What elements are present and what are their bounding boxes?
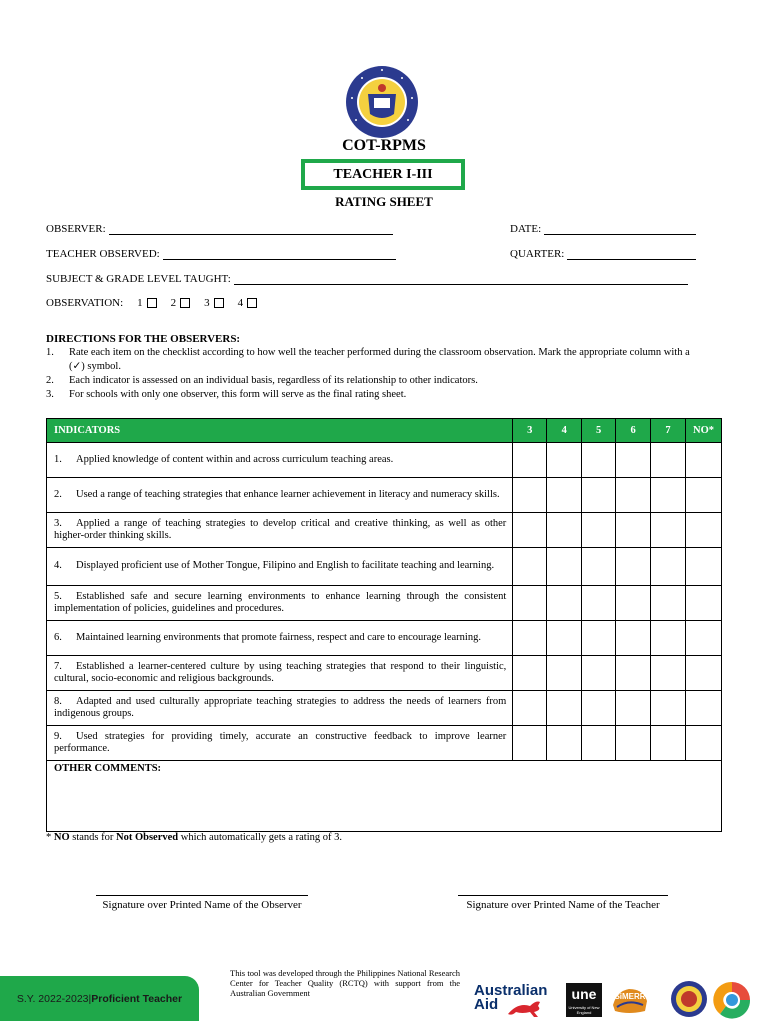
teacher-signature[interactable] (458, 895, 668, 911)
observation-option-1[interactable]: 1 (137, 297, 157, 309)
rating-cell[interactable] (513, 548, 547, 586)
rating-cell[interactable] (685, 656, 721, 691)
column-header-6: 6 (616, 419, 651, 443)
table-row (47, 513, 722, 548)
directions-section (46, 332, 706, 402)
rating-cell[interactable] (547, 548, 582, 586)
rating-cell[interactable] (616, 548, 651, 586)
rating-cell[interactable] (651, 443, 686, 478)
observer-signature[interactable] (96, 895, 308, 911)
teacher-signature-label: Signature over Printed Name of the Teacher (466, 899, 660, 911)
rating-cell[interactable] (582, 691, 616, 726)
checkbox-3[interactable] (214, 298, 224, 308)
column-header-5: 5 (582, 419, 616, 443)
observer-field[interactable] (46, 223, 393, 235)
table-row (47, 443, 722, 478)
rating-cell[interactable] (616, 621, 651, 656)
rating-cell[interactable] (547, 726, 582, 761)
observation-option-4[interactable]: 4 (238, 297, 258, 309)
other-comments-label: OTHER COMMENTS: (54, 763, 162, 774)
proficiency-level: Proficient Teacher (91, 992, 183, 1005)
table-row (47, 656, 722, 691)
subject-field[interactable] (46, 273, 688, 285)
tool-development-note: This tool was developed through the Philippines National Research Center for Teacher Quality (RCTQ) with support from the Australian Government (230, 968, 460, 998)
rating-cell[interactable] (582, 621, 616, 656)
form-subtitle: RATING SHEET (335, 194, 433, 209)
rating-cell[interactable] (616, 443, 651, 478)
simerr-logo (609, 983, 651, 1017)
school-year: S.Y. 2022-2023 (16, 992, 89, 1005)
observer-label: OBSERVER: (46, 223, 106, 235)
subject-line[interactable] (234, 273, 688, 285)
indicator-text: 4. Displayed proficient use of Mother Tongue, Filipino and English to facilitate teaching and learning. (47, 548, 513, 586)
quarter-field[interactable] (510, 248, 696, 260)
other-comments-box[interactable] (47, 761, 722, 832)
rating-cell[interactable] (513, 513, 547, 548)
date-label: DATE: (510, 223, 542, 235)
form-title: COT-RPMS (342, 137, 426, 154)
rating-cell[interactable] (685, 726, 721, 761)
checkbox-4[interactable] (247, 298, 257, 308)
rating-cell[interactable] (547, 691, 582, 726)
column-header-7: 7 (651, 419, 686, 443)
quarter-line[interactable] (567, 248, 696, 260)
rating-cell[interactable] (651, 621, 686, 656)
observation-option-3[interactable]: 3 (204, 297, 224, 309)
rating-cell[interactable] (685, 621, 721, 656)
indicator-text: 5. Established safe and secure learning environments to enhance learning through the consistent implementation of policies, guidelines and procedures. (47, 586, 513, 621)
table-row (47, 691, 722, 726)
rating-cell[interactable] (547, 656, 582, 691)
directions-heading: DIRECTIONS FOR THE OBSERVERS: (46, 333, 241, 345)
kangaroo-icon (504, 998, 548, 1018)
rating-cell[interactable] (651, 513, 686, 548)
simerr-text: SiMERR (614, 992, 646, 1001)
rating-cell[interactable] (582, 513, 616, 548)
column-header-4: 4 (547, 419, 582, 443)
rating-cell[interactable] (547, 621, 582, 656)
indicator-text: 7. Established a learner-centered culture by using teaching strategies that respond to their linguistic, cultural, socio-economic and religious backgrounds. (47, 656, 513, 691)
rating-cell[interactable] (685, 586, 721, 621)
rating-cell[interactable] (651, 586, 686, 621)
signature-line (96, 895, 308, 896)
rating-cell[interactable] (513, 656, 547, 691)
observation-option-2[interactable]: 2 (171, 297, 191, 309)
indicator-text: 3. Applied a range of teaching strategies to develop critical and creative thinking, as well as other higher-order thinking skills. (47, 513, 513, 548)
australian-aid-logo: Australian Aid (474, 984, 547, 1012)
subject-label: SUBJECT & GRADE LEVEL TAUGHT: (46, 273, 231, 285)
rating-table (46, 418, 722, 832)
rating-cell[interactable] (651, 478, 686, 513)
direction-item: 2. Each indicator is assessed on an individual basis, regardless of its relationship to other indicators. (46, 375, 478, 386)
direction-item: 1. Rate each item on the checklist according to how well the teacher performed during the classroom observation. Mark the appropriate column with a (✓) symbol. (46, 347, 690, 372)
rating-cell[interactable] (582, 586, 616, 621)
checkbox-1[interactable] (147, 298, 157, 308)
table-row (47, 548, 722, 586)
indicators-header: INDICATORS (47, 419, 513, 443)
table-header-row (47, 419, 722, 443)
rating-cell[interactable] (547, 478, 582, 513)
teacher-observed-line[interactable] (163, 248, 396, 260)
comments-row (47, 761, 722, 832)
une-logo: une University of New England (566, 983, 602, 1017)
column-header-3: 3 (513, 419, 547, 443)
date-line[interactable] (544, 223, 696, 235)
rating-cell[interactable] (616, 691, 651, 726)
signature-line (458, 895, 668, 896)
observation-label: OBSERVATION: (46, 297, 124, 309)
rating-cell[interactable] (651, 726, 686, 761)
rating-cell[interactable] (616, 513, 651, 548)
rating-cell[interactable] (513, 726, 547, 761)
rating-cell[interactable] (547, 586, 582, 621)
rating-cell[interactable] (616, 586, 651, 621)
indicator-text: 8. Adapted and used culturally appropriate teaching strategies to address the needs of learners from indigenous groups. (47, 691, 513, 726)
indicator-text: 1. Applied knowledge of content within and across curriculum teaching areas. (47, 443, 513, 478)
checkbox-2[interactable] (180, 298, 190, 308)
rating-cell[interactable] (582, 443, 616, 478)
direction-item: 3. For schools with only one observer, this form will serve as the final rating sheet. (46, 389, 407, 400)
school-year-badge: S.Y. 2022-2023 | Proficient Teacher (0, 976, 199, 1021)
table-row (47, 621, 722, 656)
teacher-level-box: TEACHER I-III (301, 159, 465, 190)
observation-row (46, 297, 257, 309)
indicator-text: 2. Used a range of teaching strategies that enhance learner achievement in literacy and numeracy skills. (47, 478, 513, 513)
footnote: * NO stands for Not Observed which automatically gets a rating of 3. (46, 832, 342, 843)
rating-cell[interactable] (685, 443, 721, 478)
rating-cell[interactable] (685, 478, 721, 513)
rctq-logo (712, 980, 752, 1020)
rating-cell[interactable] (582, 656, 616, 691)
rating-cell[interactable] (685, 513, 721, 548)
rating-cell[interactable] (651, 691, 686, 726)
rating-cell[interactable] (547, 513, 582, 548)
rating-cell[interactable] (685, 548, 721, 586)
rating-cell[interactable] (513, 691, 547, 726)
date-field[interactable] (510, 223, 696, 235)
rating-cell[interactable] (513, 478, 547, 513)
rating-cell[interactable] (616, 478, 651, 513)
table-row (47, 586, 722, 621)
rating-cell[interactable] (616, 656, 651, 691)
rating-cell[interactable] (513, 443, 547, 478)
university-seal-logo (670, 980, 708, 1018)
indicator-text: 6. Maintained learning environments that promote fairness, respect and care to encourage learning. (47, 621, 513, 656)
teacher-observed-label: TEACHER OBSERVED: (46, 248, 160, 260)
deped-seal-logo (344, 64, 420, 140)
observer-line[interactable] (109, 223, 393, 235)
rating-cell[interactable] (513, 621, 547, 656)
indicator-text: 9. Used strategies for providing timely, accurate an constructive feedback to improve learner performance. (47, 726, 513, 761)
teacher-observed-field[interactable] (46, 248, 396, 260)
rating-cell[interactable] (685, 691, 721, 726)
table-row (47, 726, 722, 761)
rating-cell[interactable] (582, 478, 616, 513)
rating-cell[interactable] (616, 726, 651, 761)
observer-signature-label: Signature over Printed Name of the Observer (102, 899, 302, 911)
rating-cell[interactable] (582, 726, 616, 761)
quarter-label: QUARTER: (510, 248, 565, 260)
rating-cell[interactable] (547, 443, 582, 478)
rating-cell[interactable] (582, 548, 616, 586)
column-header-no: NO* (685, 419, 721, 443)
rating-cell[interactable] (513, 586, 547, 621)
rating-cell[interactable] (651, 656, 686, 691)
rating-cell[interactable] (651, 548, 686, 586)
table-row (47, 478, 722, 513)
